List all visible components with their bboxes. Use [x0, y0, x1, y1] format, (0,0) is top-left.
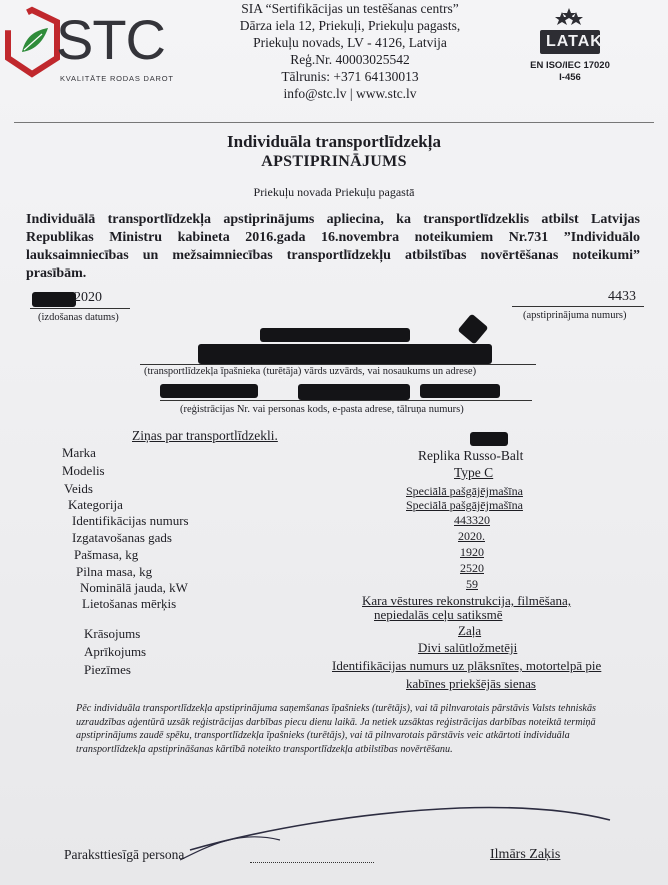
- owner-label: (transportlīdzekļa īpašnieka (turētāja) vārds uzvārds, vai nosaukums un adrese): [144, 366, 477, 377]
- field-value-year: 2020.: [458, 529, 485, 543]
- company-phone: Tālrunis: +371 64130013: [281, 69, 419, 84]
- company-address-line2: Priekuļu novads, LV - 4126, Latvija: [253, 35, 447, 50]
- document-title-line2: APSTIPRINĀJUMS: [261, 153, 407, 170]
- signature-line: [250, 862, 374, 864]
- field-value-full-mass: 2520: [460, 561, 484, 575]
- approval-number-line: [512, 306, 644, 307]
- redaction-brand: [470, 432, 508, 446]
- approval-number-label: (apstiprinājuma numurs): [523, 310, 627, 321]
- redaction-date: [32, 292, 76, 307]
- section-title: Ziņas par transportlīdzekli.: [132, 428, 278, 443]
- field-value-notes-line2: kabīnes priekšējās sienas: [406, 676, 536, 691]
- field-label-power: Nominālā jauda, kW: [80, 580, 188, 595]
- redaction-reg-3: [420, 384, 500, 398]
- stc-logo: [2, 4, 174, 90]
- field-value-own-mass: 1920: [460, 545, 484, 559]
- field-value-purpose-line2: nepiedalās ceļu satiksmē: [374, 607, 503, 622]
- signatory-label: Paraksttiesīgā persona: [64, 847, 185, 862]
- cert-number: I-456: [559, 72, 581, 83]
- cert-standard: EN ISO/IEC 17020: [530, 60, 610, 71]
- latak-text: LATAK: [546, 33, 603, 50]
- field-value-equipment: Divi salūtložmetēji: [418, 640, 518, 655]
- reg-label: (reģistrācijas Nr. vai personas kods, e-pasta adrese, tālruņa numurs): [180, 404, 464, 415]
- redaction-reg-1: [160, 384, 258, 398]
- owner-line: [140, 364, 536, 365]
- issuer-location: Priekuļu novada Priekuļu pagastā: [253, 185, 415, 199]
- field-label-notes: Piezīmes: [84, 662, 131, 677]
- issue-date: 2020: [74, 290, 102, 305]
- field-value-modelis: Type C: [454, 465, 494, 480]
- field-label-marka: Marka: [62, 445, 96, 460]
- redaction-owner-top: [260, 328, 410, 342]
- issue-date-label: (izdošanas datums): [38, 312, 119, 323]
- field-label-color: Krāsojums: [84, 626, 141, 641]
- field-label-veids: Veids: [64, 481, 93, 496]
- logo-text: STC: [56, 8, 165, 71]
- field-label-modelis: Modelis: [62, 463, 105, 478]
- company-contacts: info@stc.lv | www.stc.lv: [283, 86, 417, 101]
- footnote-paragraph: Pēc individuāla transportlīdzekļa apstiprinājuma saņemšanas īpašnieks (turētājs), vai tā pilnvarotais pārstāvis Valsts tehniskās uzraudzības aģentūrā uzsāk reģistrācijas darbības piecu dienu laikā. Ja netiek uzsāktas reģistrācijas darbības noteiktā termiņā apstiprinājums zaudē spēku, transportlīdzekļa īpašnieks (turētājs), vai tā pilnvarotais pārstāvis veic atkārtoti individuāla transportlīdzekļa apstiprināšanas kārtībā noteikto transportlīdzekļa atbilstības novērtēšanu.: [76, 703, 597, 755]
- company-address-line1: Dārza iela 12, Priekuļi, Priekuļu pagasts,: [239, 18, 461, 33]
- field-value-id-number: 443320: [454, 513, 490, 527]
- field-value-color: Zaļa: [458, 623, 482, 638]
- field-label-full-mass: Pilna masa, kg: [76, 564, 153, 579]
- header-divider: [14, 122, 654, 123]
- redaction-reg-2: [298, 384, 410, 400]
- reg-line: [160, 400, 532, 401]
- logo-tagline: KVALITĀTE RODAS DAROT: [60, 74, 174, 83]
- redaction-mark: [458, 314, 489, 345]
- field-label-id-number: Identifikācijas numurs: [72, 513, 189, 528]
- document-title-line1: Individuāla transportlīdzekļa: [227, 132, 441, 151]
- field-value-purpose-line1: Kara vēstures rekonstrukcija, filmēšana,: [362, 593, 572, 608]
- approval-number: 4433: [608, 289, 636, 304]
- signatory-name: Ilmārs Zaķis: [490, 847, 561, 862]
- field-value-notes-line1: Identifikācijas numurs uz plāksnītes, motortelpā pie: [332, 658, 602, 673]
- field-label-purpose: Lietošanas mērķis: [82, 596, 177, 611]
- company-name: SIA “Sertifikācijas un testēšanas centrs”: [241, 1, 459, 16]
- intro-paragraph: Individuālā transportlīdzekļa apstiprinājums apliecina, ka transportlīdzeklis atbilst Latvijas Republikas Ministru kabineta 2016.gada 16.novembra noteikumiem Nr.731 ”Individuālo lauksaimniecības un mežsaimniecības transportlīdzekļu atbilstības novērtēšanas noteikumi” prasībām.: [26, 212, 640, 281]
- company-reg-number: Reģ.Nr. 40003025542: [290, 52, 410, 67]
- field-label-year: Izgatavošanas gads: [72, 530, 172, 545]
- redaction-owner: [198, 344, 492, 364]
- field-label-own-mass: Pašmasa, kg: [74, 547, 139, 562]
- field-label-kategorija: Kategorija: [68, 497, 123, 512]
- issue-date-line: [30, 308, 130, 309]
- field-value-marka: Replika Russo-Balt: [418, 448, 524, 463]
- field-value-power: 59: [466, 577, 478, 591]
- field-value-veids: Speciālā pašgājējmašīna: [406, 484, 523, 498]
- field-value-kategorija: Speciālā pašgājējmašīna: [406, 498, 523, 512]
- field-label-equipment: Aprīkojums: [84, 644, 147, 659]
- latak-accreditation-logo: [520, 8, 620, 88]
